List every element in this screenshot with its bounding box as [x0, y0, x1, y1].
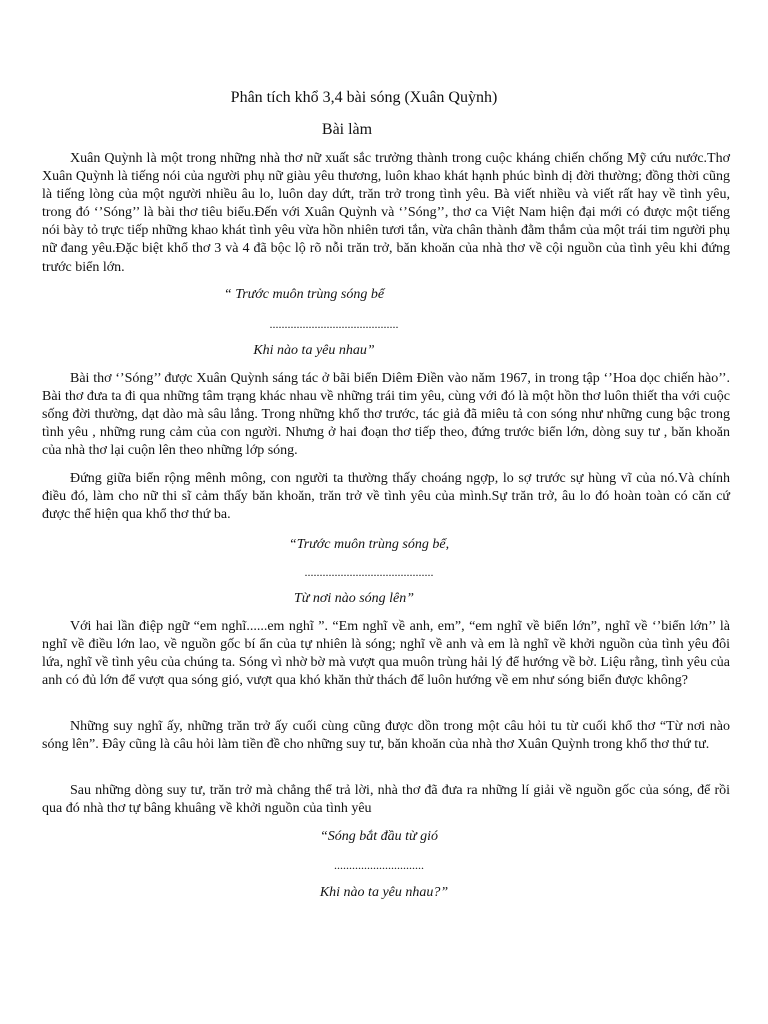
paragraph-intro: Xuân Quỳnh là một trong những nhà thơ nữ xuất sắc trưởng thành trong cuộc kháng chiến chống Mỹ cứu nước.Thơ Xuân Quỳnh là tiếng nói của người phụ nữ giàu yêu thương, luôn khao khát hạnh phúc bình dị đời thường; đồng thời cũng là tiếng lòng của một người nhiều âu lo, luôn day dứt, trăn trở trong tình yêu. Bà viết nhiều và viết rất hay về tình yêu, trong đó ‘’Sóng’’ là bài thơ tiêu biểu.Đến với Xuân Quỳnh và ‘’Sóng’’, thơ ca Việt Nam hiện đại mới có được một tiếng nói bày tỏ trực tiếp những khao khát tình yêu vừa hồn nhiên tươi tắn, vừa chân thành đằm thắm của một trái tim người phụ nữ đang yêu.Đặc biệt khổ thơ 3 và 4 đã bộc lộ rõ nỗi trăn trở, băn khoăn của nhà thơ về cội nguồn của tình yêu khi đứng trước biển lớn. [42, 151, 730, 275]
quote2-dots: ........................................... [304, 565, 434, 579]
quote3-dots: .............................. [334, 858, 424, 872]
paragraph-repetition: Với hai lần điệp ngữ “em nghĩ......em nghĩ ”. “Em nghĩ về anh, em”, “em nghĩ về biển lớn”, nghĩ về ‘’biển lớn’’ là nghĩ về điều lớn lao, về nguồn gốc bí ẩn của tự nhiên là sóng; nghĩ về anh và em là nghĩ về khởi nguồn của tình yêu đôi lứa, nghĩ về tình yêu của chúng ta. Sóng vì nhờ bờ mà vượt qua muôn trùng hải lý để hướng về bờ. Liệu rằng, tình yêu của anh có đủ lớn để vượt qua sóng gió, vượt qua khó khăn thử thách để luôn hướng về em như sóng biển được không? [42, 619, 730, 689]
quote1-dots: ........................................... [269, 317, 399, 331]
quote2-line2: Từ nơi nào sóng lên” [293, 591, 415, 606]
quote2-line1: “Trước muôn trùng sóng bể, [288, 537, 450, 552]
paragraph-origin: Sau những dòng suy tư, trăn trở mà chẳng thể trả lời, nhà thơ đã đưa ra những lí giải về nguồn gốc của sóng, để rồi qua đó nhà thơ tự bâng khuâng về khởi nguồn của tình yêu [42, 783, 730, 817]
paragraph-background: Bài thơ ‘’Sóng’’ được Xuân Quỳnh sáng tác ở bãi biển Diêm Điền vào năm 1967, in trong tập ‘’Hoa dọc chiến hào’’. Bài thơ đưa ta đi qua những tâm trạng khác nhau về những trái tim yêu, cùng với đó là một hồn thơ luôn thiết tha với cuộc sống đời thường, dạt dào mà sâu lắng. Trong những khổ thơ trước, tác giả đã miêu tả con sóng như những cung bậc trong tình yêu , những rung cảm của con người. Nhưng ở hai đoạn thơ tiếp theo, đứng trước biển lớn, dòng suy tư , băn khoăn của nhà thơ lại cuộn lên theo những lớp sóng. [42, 371, 730, 459]
page-title: Phân tích khổ 3,4 bài sóng (Xuân Quỳnh) [230, 89, 498, 106]
quote3-line2: Khi nào ta yêu nhau?” [319, 885, 449, 900]
paragraph-question: Những suy nghĩ ấy, những trăn trở ấy cuối cùng cũng được dồn trong một câu hỏi tu từ cuối khổ thơ “Từ nơi nào sóng lên”. Đây cũng là câu hỏi làm tiền đề cho những suy tư, băn khoăn của nhà thơ Xuân Quỳnh trong khổ thơ thứ tư. [42, 719, 730, 753]
quote1-line1: “ Trước muôn trùng sóng bể [223, 287, 385, 302]
quote3-line1: “Sóng bắt đầu từ gió [319, 829, 439, 844]
paragraph-sea: Đứng giữa biển rộng mênh mông, con người ta thường thấy choáng ngợp, lo sợ trước sự hùng vĩ của nó.Và chính điều đó, làm cho nữ thi sĩ cảm thấy băn khoăn, trăn trở về tình yêu của mình.Sự trăn trở, âu lo đó hoàn toàn có căn cứ được thể hiện qua khổ thơ thứ ba. [42, 471, 730, 523]
page-subtitle: Bài làm [321, 121, 373, 138]
quote1-line2: Khi nào ta yêu nhau” [253, 343, 375, 358]
